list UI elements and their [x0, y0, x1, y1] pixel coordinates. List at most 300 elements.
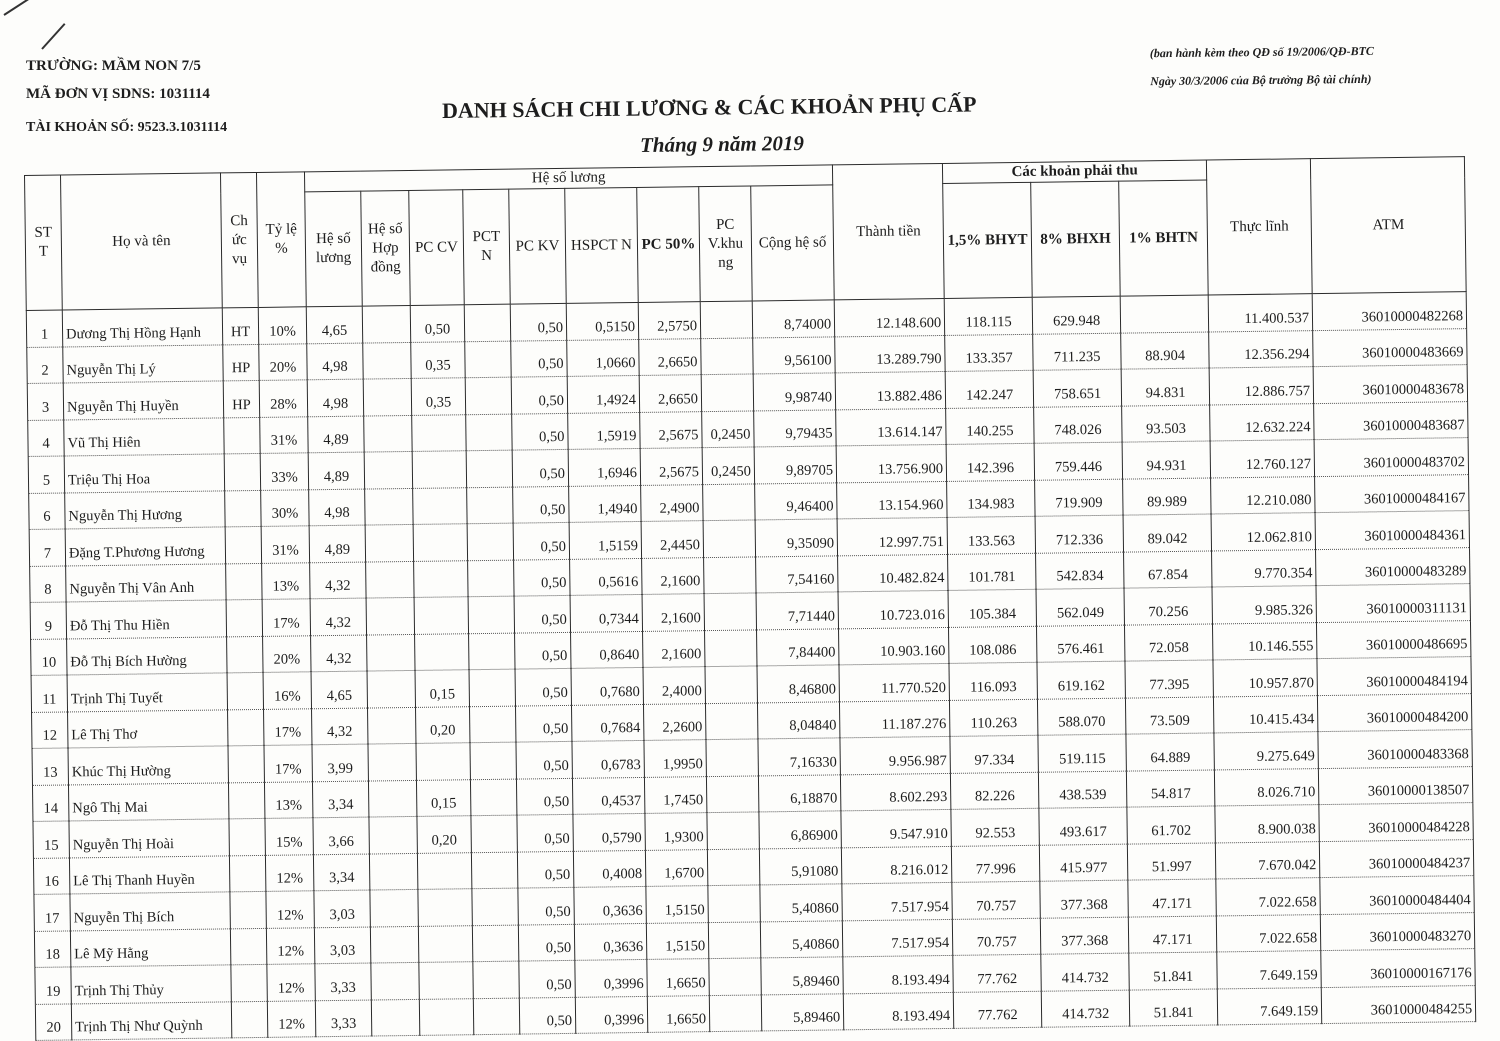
cell-bhxh: 758.651 — [1033, 369, 1121, 407]
cell-pc-kv: 0,50 — [512, 413, 568, 450]
cell-pc-cv — [416, 743, 470, 780]
cell-bhtn: 51.841 — [1129, 952, 1217, 990]
cell-pc-vkhung — [700, 301, 752, 338]
cell-pctn — [472, 888, 518, 925]
cell-contract-coefficient — [363, 378, 411, 415]
cell-net-pay: 10.415.434 — [1214, 695, 1318, 733]
cell-net-pay: 12.062.810 — [1211, 513, 1315, 551]
col-amount: Thành tiền — [833, 163, 945, 299]
cell-amount: 10.723.016 — [838, 590, 948, 628]
cell-atm-account: 36010000484167 — [1315, 474, 1469, 513]
cell-net-pay: 12.886.757 — [1209, 367, 1313, 405]
cell-bhxh: 415.977 — [1039, 844, 1127, 882]
cell-bhtn: 64.889 — [1126, 733, 1214, 771]
cell-bhxh: 719.909 — [1035, 479, 1123, 517]
cell-row-number: 14 — [32, 784, 68, 821]
cell-hspctn: 0,3996 — [575, 996, 647, 1033]
cell-hspctn: 1,6946 — [568, 448, 640, 485]
cell-amount: 9.956.987 — [840, 736, 950, 774]
cell-total-coefficient: 8,74000 — [752, 300, 835, 338]
decision-reference — [1150, 37, 1375, 95]
cell-position — [228, 709, 264, 746]
cell-row-number: 3 — [27, 383, 63, 420]
cell-bhtn: 72.058 — [1125, 623, 1213, 661]
cell-position: HT — [222, 307, 258, 344]
cell-row-number: 19 — [35, 967, 71, 1004]
col-name: Họ và tên — [61, 173, 223, 310]
cell-pc-kv: 0,50 — [515, 668, 571, 705]
cell-pc-cv: 0,35 — [411, 378, 465, 415]
cell-bhxh: 377.368 — [1040, 917, 1128, 955]
cell-salary-coefficient: 4,32 — [311, 635, 367, 672]
cell-row-number: 16 — [33, 857, 69, 894]
cell-bhtn: 94.931 — [1122, 441, 1210, 479]
cell-ratio: 15% — [265, 818, 313, 855]
cell-position — [227, 636, 263, 673]
cell-bhyt: 70.757 — [952, 881, 1040, 919]
cell-pc50: 2,5750 — [638, 302, 700, 339]
cell-bhtn: 61.702 — [1127, 806, 1215, 844]
cell-salary-coefficient: 3,34 — [313, 854, 369, 891]
cell-contract-coefficient — [365, 524, 413, 561]
cell-position — [229, 855, 265, 892]
cell-net-pay: 7.649.159 — [1217, 951, 1321, 989]
cell-contract-coefficient — [365, 488, 413, 525]
cell-position: HP — [223, 380, 259, 417]
col-cong-he-so: Cộng hệ số — [751, 185, 835, 301]
cell-contract-coefficient — [364, 451, 412, 488]
cell-bhyt: 108.086 — [949, 626, 1037, 664]
cell-pc-vkhung — [705, 702, 757, 739]
cell-salary-coefficient: 4,98 — [309, 489, 365, 526]
cell-employee-name: Nguyễn Thị Hương — [65, 490, 225, 529]
cell-pctn — [465, 377, 511, 414]
cell-employee-name: Dương Thị Hồng Hạnh — [62, 308, 222, 347]
cell-total-coefficient: 6,18870 — [758, 774, 841, 812]
cell-bhtn: 67.854 — [1124, 550, 1212, 588]
cell-total-coefficient: 9,56100 — [753, 336, 836, 374]
cell-ratio: 17% — [264, 745, 312, 782]
cell-bhxh: 629.948 — [1032, 296, 1120, 334]
cell-bhxh: 619.162 — [1037, 661, 1125, 699]
cell-hspctn: 0,3636 — [574, 923, 646, 960]
cell-net-pay: 8.026.710 — [1215, 768, 1319, 806]
col-pc50: PC 50% — [637, 187, 701, 303]
cell-bhxh: 493.617 — [1039, 807, 1127, 845]
cell-pc-cv: 0,20 — [417, 816, 471, 853]
cell-salary-coefficient: 4,65 — [306, 306, 362, 343]
cell-pc50: 2,6650 — [639, 375, 701, 412]
cell-row-number: 13 — [32, 748, 68, 785]
cell-row-number: 4 — [28, 420, 64, 457]
cell-pc-cv — [413, 487, 467, 524]
cell-employee-name: Khúc Thị Hường — [68, 746, 228, 785]
cell-amount: 13.756.900 — [836, 444, 946, 482]
col-group-salary: Hệ số lương — [304, 165, 832, 192]
account-number: TÀI KHOẢN SỐ: 9523.3.1031114 — [26, 120, 228, 135]
cell-amount: 10.903.160 — [839, 627, 949, 665]
cell-ratio: 12% — [266, 927, 314, 964]
cell-bhyt: 70.757 — [952, 918, 1040, 956]
cell-pctn — [471, 815, 517, 852]
cell-pc-cv — [413, 524, 467, 561]
cell-total-coefficient: 7,54160 — [756, 555, 839, 593]
cell-amount: 7.517.954 — [842, 882, 952, 920]
cell-bhyt: 142.396 — [946, 443, 1034, 481]
cell-pc-cv — [418, 925, 472, 962]
cell-ratio: 13% — [262, 562, 310, 599]
cell-ratio: 12% — [267, 964, 315, 1001]
cell-contract-coefficient — [368, 743, 416, 780]
cell-pc-kv: 0,50 — [517, 851, 573, 888]
cell-amount: 9.547.910 — [841, 809, 951, 847]
cell-bhyt: 77.762 — [953, 991, 1041, 1029]
cell-pctn — [473, 961, 519, 998]
cell-position — [225, 526, 261, 563]
cell-position — [231, 964, 267, 1001]
cell-pc-cv — [414, 560, 468, 597]
cell-pc50: 1,6650 — [647, 959, 709, 996]
col-atm: ATM — [1311, 157, 1467, 294]
cell-bhtn: 77.395 — [1125, 660, 1213, 698]
cell-bhtn: 88.904 — [1121, 332, 1209, 370]
col-bhtn: 1% BHTN — [1119, 180, 1208, 296]
cell-atm-account: 36010000483687 — [1314, 401, 1468, 440]
cell-amount: 13.614.147 — [836, 408, 946, 446]
cell-bhxh: 562.049 — [1036, 588, 1124, 626]
cell-pc-cv — [418, 889, 472, 926]
cell-pctn — [469, 633, 515, 670]
col-ratio: Tỷ lệ % — [256, 172, 306, 308]
cell-hspctn: 0,5790 — [573, 813, 645, 850]
cell-net-pay: 11.400.537 — [1208, 294, 1312, 332]
cell-row-number: 12 — [32, 711, 68, 748]
cell-pc-vkhung — [706, 775, 758, 812]
cell-atm-account: 36010000484255 — [1321, 985, 1475, 1024]
col-bhxh: 8% BHXH — [1031, 181, 1120, 297]
cell-employee-name: Nguyễn Thị Hoài — [69, 819, 229, 858]
cell-pc-kv: 0,50 — [511, 376, 567, 413]
cell-pc-vkhung — [707, 848, 759, 885]
cell-employee-name: Ngô Thị Mai — [68, 782, 228, 821]
cell-pc50: 1,7450 — [644, 776, 706, 813]
cell-hspctn: 0,5150 — [566, 302, 638, 339]
organization-header — [26, 52, 227, 142]
cell-row-number: 17 — [34, 894, 70, 931]
cell-hspctn: 1,4924 — [567, 375, 639, 412]
cell-hspctn: 0,5616 — [570, 558, 642, 595]
cell-pctn — [468, 596, 514, 633]
cell-pctn — [466, 450, 512, 487]
cell-total-coefficient: 8,04840 — [757, 701, 840, 739]
cell-total-coefficient: 5,40860 — [760, 884, 843, 922]
cell-ratio: 20% — [259, 343, 307, 380]
cell-pctn — [469, 669, 515, 706]
cell-pc-vkhung — [707, 812, 759, 849]
cell-employee-name: Nguyễn Thị Bích — [70, 892, 230, 931]
cell-net-pay: 8.900.038 — [1215, 805, 1319, 843]
cell-salary-coefficient: 3,03 — [314, 890, 370, 927]
cell-hspctn: 0,7344 — [570, 594, 642, 631]
cell-pc50: 1,5150 — [646, 886, 708, 923]
cell-amount: 12.997.751 — [837, 517, 947, 555]
cell-employee-name: Trịnh Thị Như Quỳnh — [71, 1001, 231, 1040]
cell-pc-kv: 0,50 — [515, 705, 571, 742]
cell-amount: 10.482.824 — [838, 554, 948, 592]
cell-bhyt: 82.226 — [951, 772, 1039, 810]
cell-position — [228, 782, 264, 819]
cell-total-coefficient: 7,84400 — [757, 628, 840, 666]
cell-bhtn: 94.831 — [1121, 368, 1209, 406]
cell-pc-kv: 0,50 — [519, 997, 575, 1034]
cell-pc-cv — [414, 597, 468, 634]
cell-bhyt: 118.115 — [944, 297, 1032, 335]
cell-pc-kv: 0,50 — [518, 887, 574, 924]
col-hspctn: HSPCT N — [565, 187, 638, 303]
cell-pc-vkhung — [701, 337, 753, 374]
cell-bhtn: 73.509 — [1126, 696, 1214, 734]
cell-amount: 8.216.012 — [841, 846, 951, 884]
cell-bhtn: 47.171 — [1128, 915, 1216, 953]
cell-net-pay: 7.670.042 — [1215, 841, 1319, 879]
cell-pc-kv: 0,50 — [519, 960, 575, 997]
cell-salary-coefficient: 3,99 — [312, 744, 368, 781]
cell-net-pay: 7.649.159 — [1217, 987, 1321, 1025]
cell-bhxh: 712.336 — [1035, 515, 1123, 553]
cell-bhxh: 759.446 — [1034, 442, 1122, 480]
cell-total-coefficient: 7,16330 — [758, 738, 841, 776]
cell-pc50: 2,4000 — [643, 667, 705, 704]
cell-row-number: 2 — [27, 347, 63, 384]
cell-total-coefficient: 9,46400 — [755, 482, 838, 520]
cell-bhyt: 116.093 — [949, 662, 1037, 700]
cell-atm-account: 36010000138507 — [1318, 766, 1472, 805]
cell-salary-coefficient: 3,66 — [313, 817, 369, 854]
col-group-receivables: Các khoản phải thu — [943, 160, 1207, 183]
cell-atm-account: 36010000167176 — [1321, 949, 1475, 988]
cell-salary-coefficient: 4,89 — [308, 452, 364, 489]
cell-pctn — [470, 779, 516, 816]
col-hs-hop-dong: Hệ số Hợp đồng — [361, 190, 411, 306]
cell-bhyt: 110.263 — [950, 699, 1038, 737]
cell-salary-coefficient: 4,89 — [308, 416, 364, 453]
cell-atm-account: 36010000484200 — [1318, 693, 1472, 732]
cell-position — [227, 672, 263, 709]
cell-pc-kv: 0,50 — [514, 559, 570, 596]
cell-atm-account: 36010000486695 — [1317, 620, 1471, 659]
cell-contract-coefficient — [368, 780, 416, 817]
cell-row-number: 10 — [31, 638, 67, 675]
cell-position — [228, 745, 264, 782]
cell-ratio: 17% — [262, 599, 310, 636]
cell-row-number: 6 — [29, 492, 65, 529]
cell-pc50: 2,1600 — [643, 630, 705, 667]
cell-bhyt: 142.247 — [945, 370, 1033, 408]
cell-contract-coefficient — [366, 597, 414, 634]
cell-bhtn: 89.042 — [1123, 514, 1211, 552]
cell-net-pay: 9.275.649 — [1214, 732, 1318, 770]
col-net-pay: Thực lĩnh — [1207, 159, 1313, 295]
cell-atm-account: 36010000483368 — [1318, 730, 1472, 769]
cell-hspctn: 1,4940 — [569, 485, 641, 522]
cell-pc-vkhung — [706, 739, 758, 776]
cell-ratio: 20% — [263, 635, 311, 672]
cell-pc50: 1,6700 — [645, 849, 707, 886]
cell-salary-coefficient: 4,32 — [312, 708, 368, 745]
cell-ratio: 12% — [265, 854, 313, 891]
cell-total-coefficient: 9,35090 — [755, 519, 838, 557]
col-pc-cv: PC CV — [409, 190, 465, 306]
cell-salary-coefficient: 3,33 — [315, 963, 371, 1000]
cell-net-pay: 10.146.555 — [1213, 622, 1317, 660]
cell-pctn — [467, 523, 513, 560]
cell-contract-coefficient — [371, 999, 419, 1036]
cell-employee-name: Triệu Thị Hoa — [64, 454, 224, 493]
cell-amount: 13.154.960 — [837, 481, 947, 519]
cell-pc-kv: 0,50 — [516, 741, 572, 778]
cell-pc-vkhung: 0,2450 — [702, 410, 754, 447]
cell-position — [229, 818, 265, 855]
cell-pc-vkhung — [708, 921, 760, 958]
document-title: DANH SÁCH CHI LƯƠNG & CÁC KHOẢN PHỤ CẤP — [441, 91, 977, 123]
cell-employee-name: Nguyễn Thị Huyền — [63, 381, 223, 420]
cell-bhxh: 542.834 — [1036, 552, 1124, 590]
cell-bhyt: 105.384 — [948, 589, 1036, 627]
cell-bhxh: 414.732 — [1041, 990, 1129, 1028]
pen-mark — [3, 0, 48, 16]
cell-pctn — [468, 560, 514, 597]
cell-contract-coefficient — [369, 853, 417, 890]
cell-row-number: 15 — [33, 821, 69, 858]
cell-bhxh: 377.368 — [1040, 880, 1128, 918]
cell-net-pay: 12.210.080 — [1211, 476, 1315, 514]
cell-atm-account: 36010000483289 — [1316, 547, 1470, 586]
cell-pc-kv: 0,50 — [513, 522, 569, 559]
cell-pc-kv: 0,50 — [511, 340, 567, 377]
cell-amount: 11.770.520 — [839, 663, 949, 701]
cell-bhxh: 588.070 — [1038, 698, 1126, 736]
cell-pc-kv: 0,50 — [518, 924, 574, 961]
cell-employee-name: Vũ Thị Hiên — [64, 417, 224, 456]
cell-bhtn: 51.841 — [1129, 988, 1217, 1026]
cell-pc-kv: 0,50 — [512, 449, 568, 486]
cell-pc-kv: 0,50 — [514, 595, 570, 632]
cell-amount: 8.602.293 — [841, 773, 951, 811]
cell-net-pay: 12.632.224 — [1210, 403, 1314, 441]
cell-bhtn — [1120, 295, 1208, 333]
cell-bhxh: 519.115 — [1038, 734, 1126, 772]
cell-net-pay: 9.985.326 — [1212, 586, 1316, 624]
cell-pc-vkhung: 0,2450 — [702, 447, 754, 484]
cell-bhxh: 414.732 — [1041, 953, 1129, 991]
cell-bhxh: 711.235 — [1033, 333, 1121, 371]
cell-total-coefficient: 7,71440 — [756, 592, 839, 630]
cell-amount: 13.882.486 — [835, 371, 945, 409]
cell-pc-vkhung — [705, 666, 757, 703]
cell-contract-coefficient — [364, 415, 412, 452]
cell-amount: 7.517.954 — [842, 919, 952, 957]
cell-salary-coefficient: 4,32 — [310, 598, 366, 635]
cell-amount: 12.148.600 — [834, 298, 944, 336]
cell-atm-account: 36010000483678 — [1313, 365, 1467, 404]
cell-total-coefficient: 6,86900 — [759, 811, 842, 849]
cell-atm-account: 36010000484228 — [1319, 803, 1473, 842]
cell-atm-account: 36010000484404 — [1320, 876, 1474, 915]
cell-pc-vkhung — [703, 520, 755, 557]
cell-pctn — [471, 852, 517, 889]
cell-row-number: 8 — [30, 565, 66, 602]
cell-bhxh: 438.539 — [1039, 771, 1127, 809]
cell-salary-coefficient: 4,89 — [309, 525, 365, 562]
cell-net-pay: 10.957.870 — [1213, 659, 1317, 697]
cell-contract-coefficient — [366, 561, 414, 598]
cell-bhyt: 134.983 — [947, 480, 1035, 518]
cell-position — [226, 563, 262, 600]
cell-pc50: 2,5675 — [640, 411, 702, 448]
cell-pc-cv — [415, 633, 469, 670]
cell-net-pay: 9.770.354 — [1212, 549, 1316, 587]
cell-total-coefficient: 5,89460 — [761, 993, 844, 1031]
cell-employee-name: Trịnh Thị Thủy — [71, 965, 231, 1004]
cell-atm-account: 36010000483669 — [1313, 328, 1467, 367]
cell-position — [225, 490, 261, 527]
cell-salary-coefficient: 3,34 — [312, 781, 368, 818]
cell-pc-cv: 0,15 — [416, 779, 470, 816]
cell-row-number: 5 — [28, 456, 64, 493]
cell-pctn — [469, 706, 515, 743]
cell-contract-coefficient — [362, 305, 410, 342]
cell-pctn — [470, 742, 516, 779]
cell-contract-coefficient — [367, 670, 415, 707]
cell-ratio: 16% — [263, 672, 311, 709]
cell-amount: 13.289.790 — [835, 335, 945, 373]
cell-employee-name: Đỗ Thị Thu Hiền — [66, 600, 226, 639]
col-position: Ch ức vụ — [220, 172, 258, 307]
cell-pc-kv: 0,50 — [513, 486, 569, 523]
cell-hspctn: 0,7684 — [571, 704, 643, 741]
cell-employee-name: Đặng T.Phương Hương — [65, 527, 225, 566]
cell-pc50: 2,4900 — [641, 484, 703, 521]
cell-position: HP — [223, 344, 259, 381]
cell-bhtn: 51.997 — [1127, 842, 1215, 880]
cell-atm-account: 36010000484361 — [1315, 511, 1469, 550]
cell-net-pay: 7.022.658 — [1216, 914, 1320, 952]
cell-bhyt: 97.334 — [950, 735, 1038, 773]
cell-salary-coefficient: 3,03 — [314, 927, 370, 964]
cell-ratio: 31% — [261, 526, 309, 563]
cell-pc50: 2,1600 — [642, 557, 704, 594]
cell-pc50: 1,9950 — [644, 740, 706, 777]
cell-contract-coefficient — [369, 816, 417, 853]
cell-pc-cv: 0,15 — [415, 670, 469, 707]
cell-hspctn: 1,5159 — [569, 521, 641, 558]
cell-ratio: 33% — [260, 453, 308, 490]
col-bhyt: 1,5% BHYT — [943, 182, 1032, 298]
cell-pc-vkhung — [701, 374, 753, 411]
cell-pctn — [472, 925, 518, 962]
payroll-table — [24, 156, 1476, 1041]
cell-pctn — [466, 414, 512, 451]
cell-contract-coefficient — [370, 926, 418, 963]
cell-pc50: 1,5150 — [646, 922, 708, 959]
cell-pc-kv: 0,50 — [517, 814, 573, 851]
cell-bhtn: 70.256 — [1124, 587, 1212, 625]
cell-atm-account: 36010000484237 — [1319, 839, 1473, 878]
cell-bhyt: 77.762 — [953, 954, 1041, 992]
cell-total-coefficient: 9,89705 — [754, 446, 837, 484]
cell-contract-coefficient — [368, 707, 416, 744]
cell-ratio: 28% — [259, 380, 307, 417]
